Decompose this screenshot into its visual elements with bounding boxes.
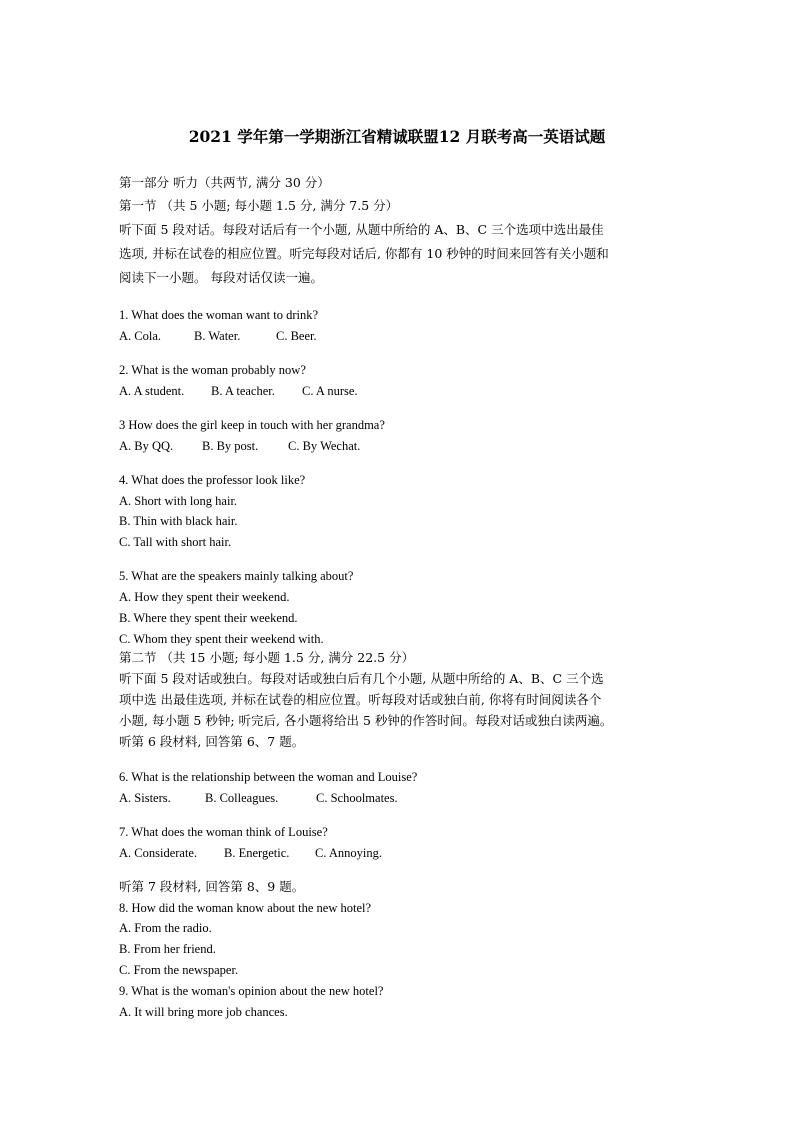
question-6: 6. What is the relationship between the woman and Louise? — [119, 770, 418, 784]
option: B. Energetic. — [224, 846, 290, 860]
question-2: 2. What is the woman probably now? — [119, 363, 306, 377]
question-3: 3 How does the girl keep in touch with her grandma? — [119, 418, 385, 432]
option: B. A teacher. — [211, 384, 275, 398]
option: C. By Wechat. — [288, 439, 361, 453]
option: B. Where they spent their weekend. — [119, 611, 298, 625]
option: A. Cola. — [119, 329, 162, 343]
option: A. Sisters. — [119, 791, 171, 805]
instruction-line: 选项, 并标在试卷的相应位置。听完每段对话后, 你都有 10 秒钟的时间来回答有关小题和 — [119, 246, 609, 261]
part1-heading: 第一部分 听力（共两节, 满分 30 分） — [119, 175, 330, 190]
section2-heading: 第二节 （共 15 小题; 每小题 1.5 分, 满分 22.5 分） — [119, 650, 415, 665]
option: C. From the newspaper. — [119, 963, 239, 977]
instruction-line: 听下面 5 段对话或独白。每段对话或独白后有几个小题, 从题中所给的 A、B、C 三个选 — [119, 671, 604, 686]
option: A. A student. — [119, 384, 185, 398]
material-note: 听第 6 段材料, 回答第 6、7 题。 — [119, 734, 305, 749]
question-9: 9. What is the woman's opinion about the new hotel? — [119, 984, 384, 998]
option: A. By QQ. — [119, 439, 174, 453]
option: C. Whom they spent their weekend with. — [119, 632, 324, 646]
option: C. Beer. — [276, 329, 317, 343]
material-note: 听第 7 段材料, 回答第 8、9 题。 — [119, 879, 305, 894]
option: C. Annoying. — [315, 846, 383, 860]
option: C. Tall with short hair. — [119, 535, 232, 549]
question-8: 8. How did the woman know about the new hotel? — [119, 901, 372, 915]
instruction-line: 阅读下一小题。 每段对话仅读一遍。 — [119, 270, 323, 285]
option: A. Considerate. — [119, 846, 198, 860]
option: B. By post. — [202, 439, 259, 453]
instruction-line: 小题, 每小题 5 秒钟; 听完后, 各小题将给出 5 秒钟的作答时间。每段对话或独白读两遍。 — [119, 713, 613, 728]
option: A. How they spent their weekend. — [119, 590, 290, 604]
instruction-line: 听下面 5 段对话。每段对话后有一个小题, 从题中所给的 A、B、C 三个选项中选出最佳 — [119, 222, 604, 237]
option: B. Thin with black hair. — [119, 514, 238, 528]
option: A. Short with long hair. — [119, 494, 238, 508]
section1-heading: 第一节 （共 5 小题; 每小题 1.5 分, 满分 7.5 分） — [119, 198, 399, 213]
option: A. It will bring more job chances. — [119, 1005, 288, 1019]
option: B. Colleagues. — [205, 791, 279, 805]
option: C. Schoolmates. — [316, 791, 398, 805]
option: B. Water. — [194, 329, 241, 343]
option: A. From the radio. — [119, 921, 212, 935]
option: B. From her friend. — [119, 942, 216, 956]
exam-title: 2021 学年第一学期浙江省精诚联盟12 月联考高一英语试题 — [188, 127, 606, 146]
instruction-line: 项中选 出最佳选项, 并标在试卷的相应位置。听每段对话或独白前, 你将有时间阅读各个 — [119, 692, 602, 707]
question-4: 4. What does the professor look like? — [119, 473, 306, 487]
question-1: 1. What does the woman want to drink? — [119, 308, 319, 322]
question-5: 5. What are the speakers mainly talking about? — [119, 569, 354, 583]
option: C. A nurse. — [302, 384, 358, 398]
question-7: 7. What does the woman think of Louise? — [119, 825, 328, 839]
